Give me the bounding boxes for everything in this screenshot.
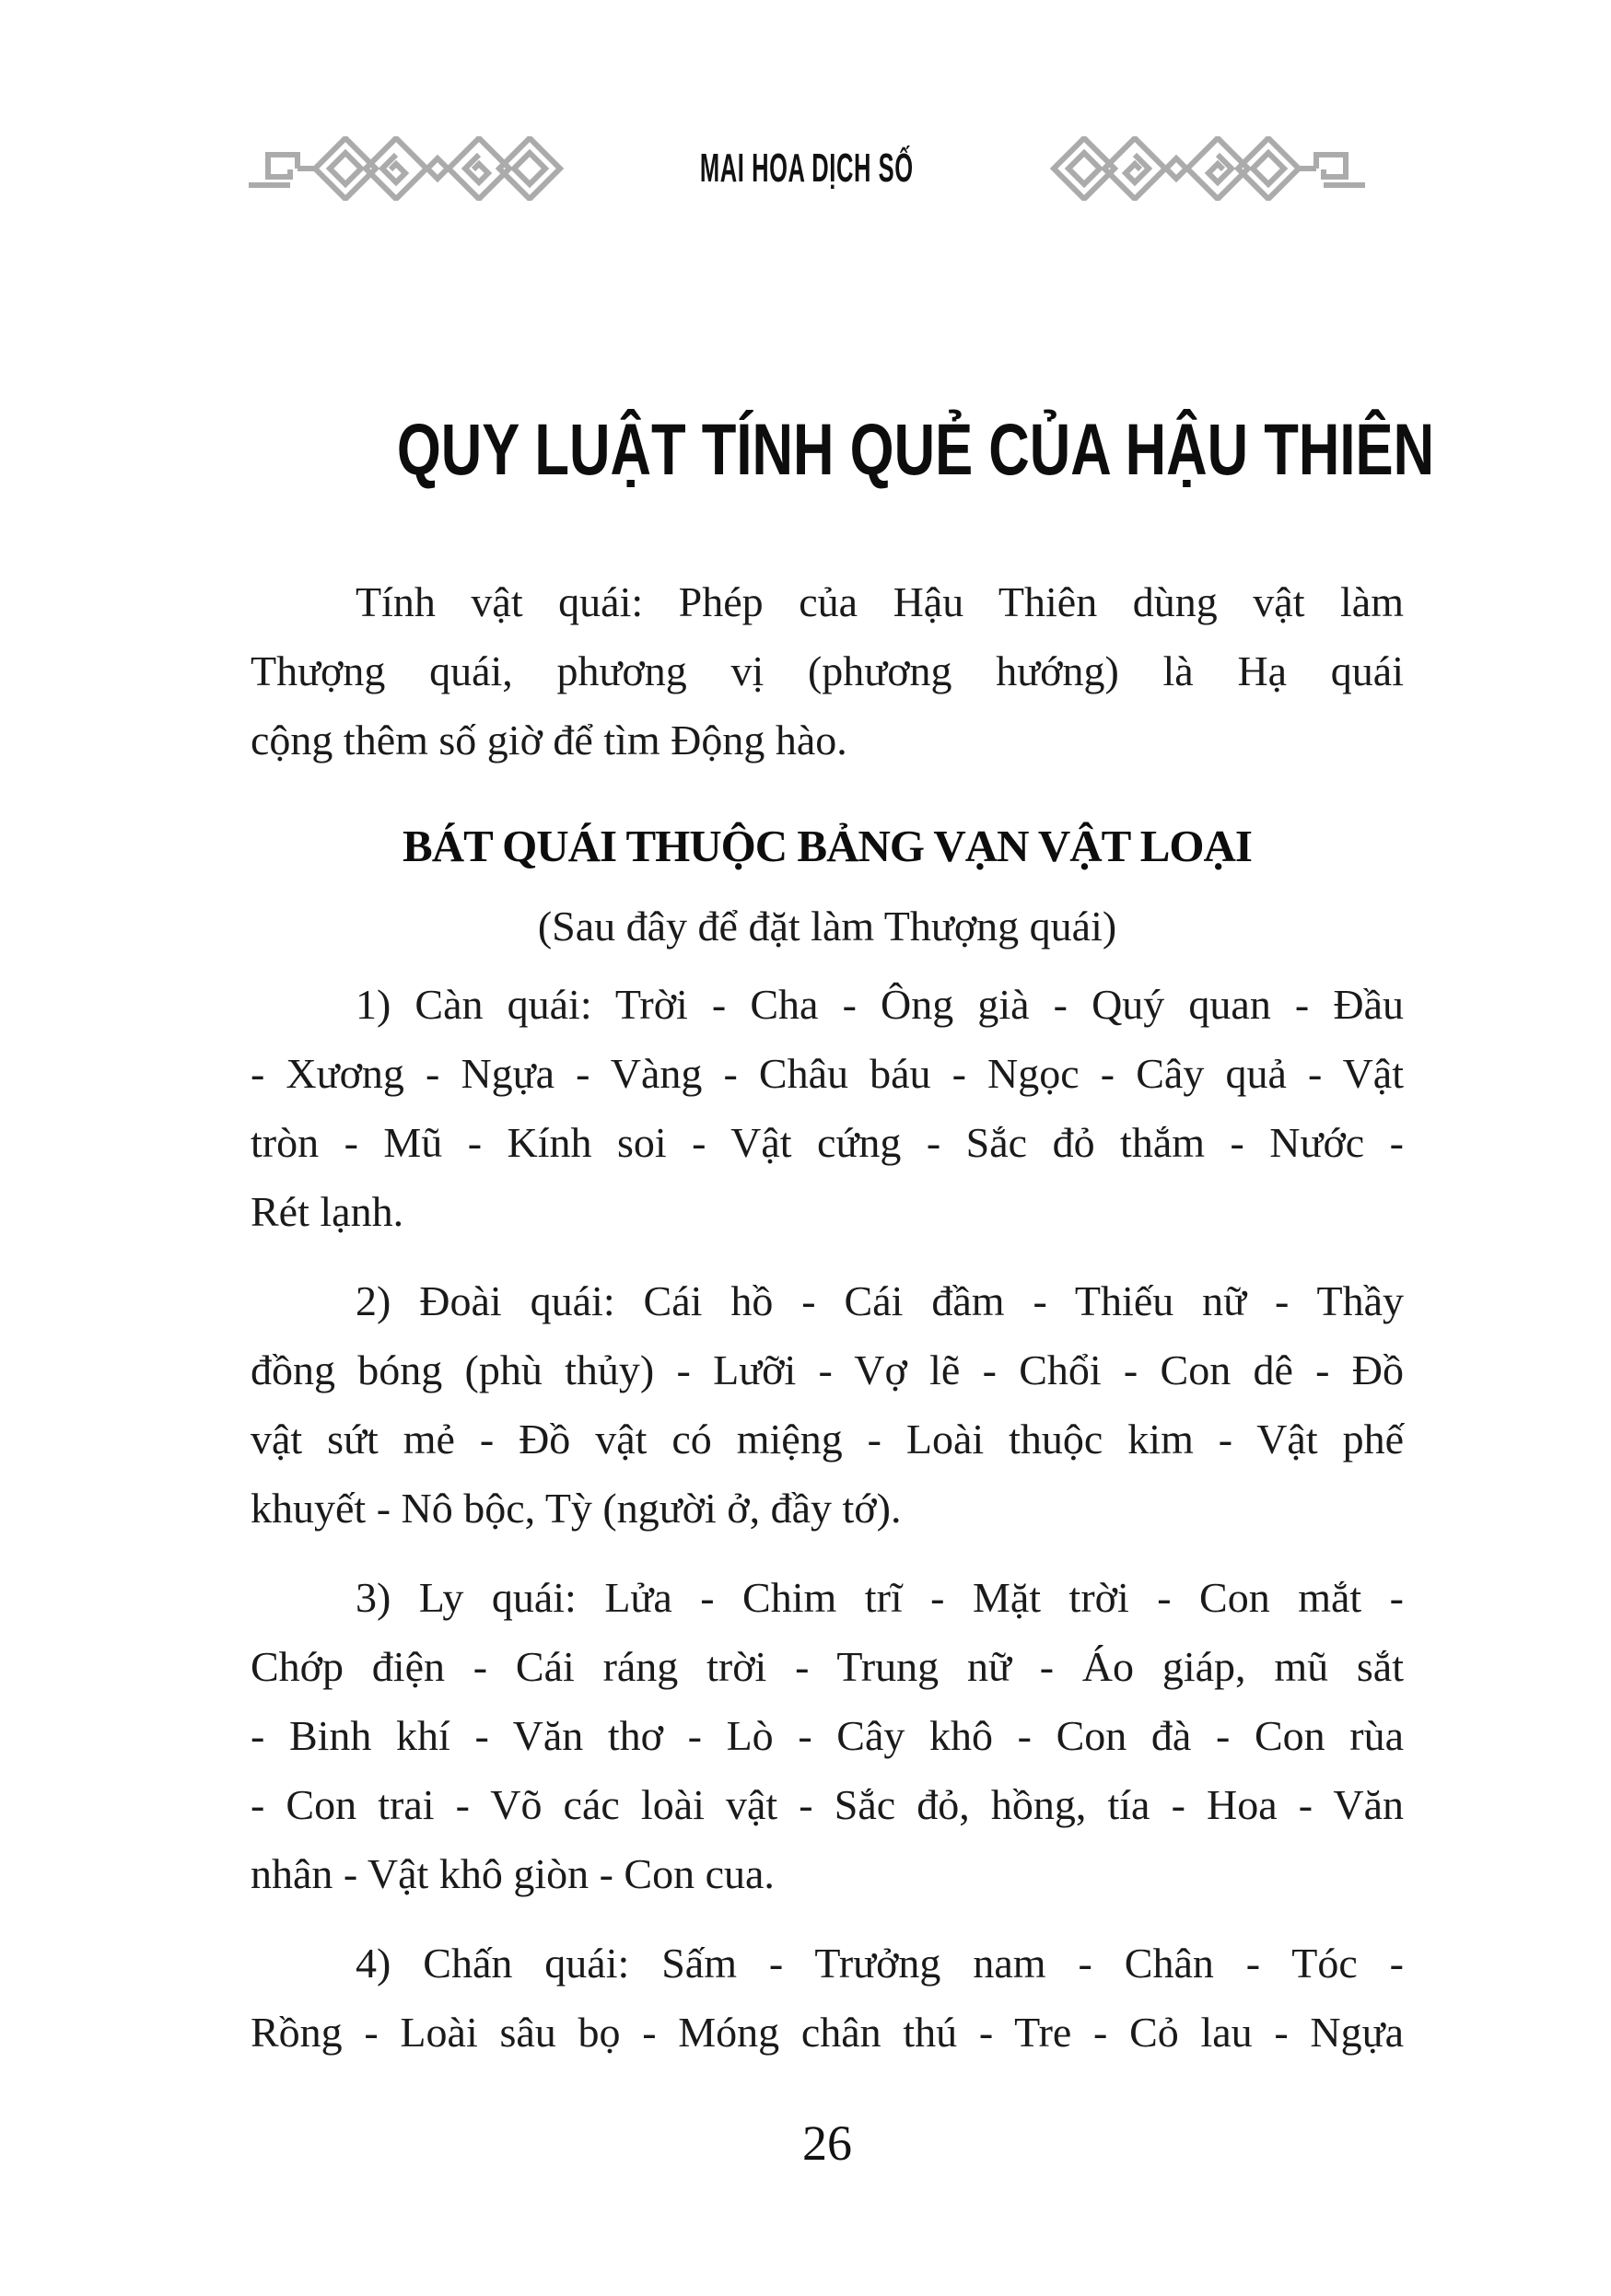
text-line: 1) Càn quái: Trời - Cha - Ông già - Quý quan - Đầu	[356, 981, 1404, 1028]
text-line: 2) Đoài quái: Cái hồ - Cái đầm - Thiếu nữ - Thầy	[356, 1277, 1404, 1324]
text-line: Rồng - Loài sâu bọ - Móng chân thú - Tre - Cỏ lau - Ngựa	[251, 2009, 1404, 2056]
paragraph-ly-quai	[251, 1563, 1404, 1908]
text-line: cộng thêm số giờ để tìm Động hào.	[251, 717, 847, 763]
paragraph-chan-quai	[251, 1929, 1404, 2067]
page-number: 26	[802, 2115, 852, 2171]
text-line: Tính vật quái: Phép của Hậu Thiên dùng vật làm	[356, 578, 1404, 625]
text-line: - Con trai - Võ các loài vật - Sắc đỏ, hồng, tía - Hoa - Văn	[251, 1781, 1404, 1828]
running-title	[566, 146, 1047, 192]
text-line: - Binh khí - Văn thơ - Lò - Cây khô - Con đà - Con rùa	[251, 1712, 1404, 1759]
text-line: nhân - Vật khô giòn - Con cua.	[251, 1850, 775, 1897]
page-footer	[251, 2115, 1404, 2172]
diamond-chain-ornament-right-icon	[1047, 136, 1365, 201]
page-header	[249, 134, 1365, 203]
paragraph-intro	[251, 567, 1404, 775]
page-content	[251, 408, 1435, 2067]
text-line: Chớp điện - Cái ráng trời - Trung nữ - Áo giáp, mũ sắt	[251, 1643, 1404, 1690]
chapter-title	[251, 408, 1435, 490]
text-line: 3) Ly quái: Lửa - Chim trĩ - Mặt trời - Con mắt -	[356, 1574, 1404, 1621]
text-line: 4) Chấn quái: Sấm - Trưởng nam - Chân - Tóc -	[356, 1940, 1404, 1987]
text-line: Rét lạnh.	[251, 1188, 404, 1235]
diamond-chain-ornament-left-icon	[249, 136, 566, 201]
text-line: đồng bóng (phù thủy) - Lưỡi - Vợ lẽ - Chổi - Con dê - Đồ	[251, 1346, 1404, 1393]
text-line: tròn - Mũ - Kính soi - Vật cứng - Sắc đỏ thắm - Nước -	[251, 1119, 1404, 1166]
section-title: BÁT QUÁI THUỘC BẢNG VẠN VẬT LOẠI	[403, 821, 1252, 871]
text-line: Thượng quái, phương vị (phương hướng) là Hạ quái	[251, 647, 1404, 694]
text-line: vật sứt mẻ - Đồ vật có miệng - Loài thuộc kim - Vật phế	[251, 1416, 1404, 1463]
text-line: khuyết - Nô bộc, Tỳ (người ở, đầy tớ).	[251, 1485, 902, 1532]
text-line: - Xương - Ngựa - Vàng - Châu báu - Ngọc - Cây quả - Vật	[251, 1050, 1404, 1097]
section-note: (Sau đây để đặt làm Thượng quái)	[537, 903, 1117, 950]
paragraph-can-quai	[251, 970, 1404, 1246]
chapter-title-text: QUY LUẬT TÍNH QUẺ CỦA HẬU THIÊN	[396, 408, 1435, 490]
paragraph-doai-quai	[251, 1266, 1404, 1543]
running-title-text: MAI HOA DỊCH SỐ	[700, 146, 914, 191]
